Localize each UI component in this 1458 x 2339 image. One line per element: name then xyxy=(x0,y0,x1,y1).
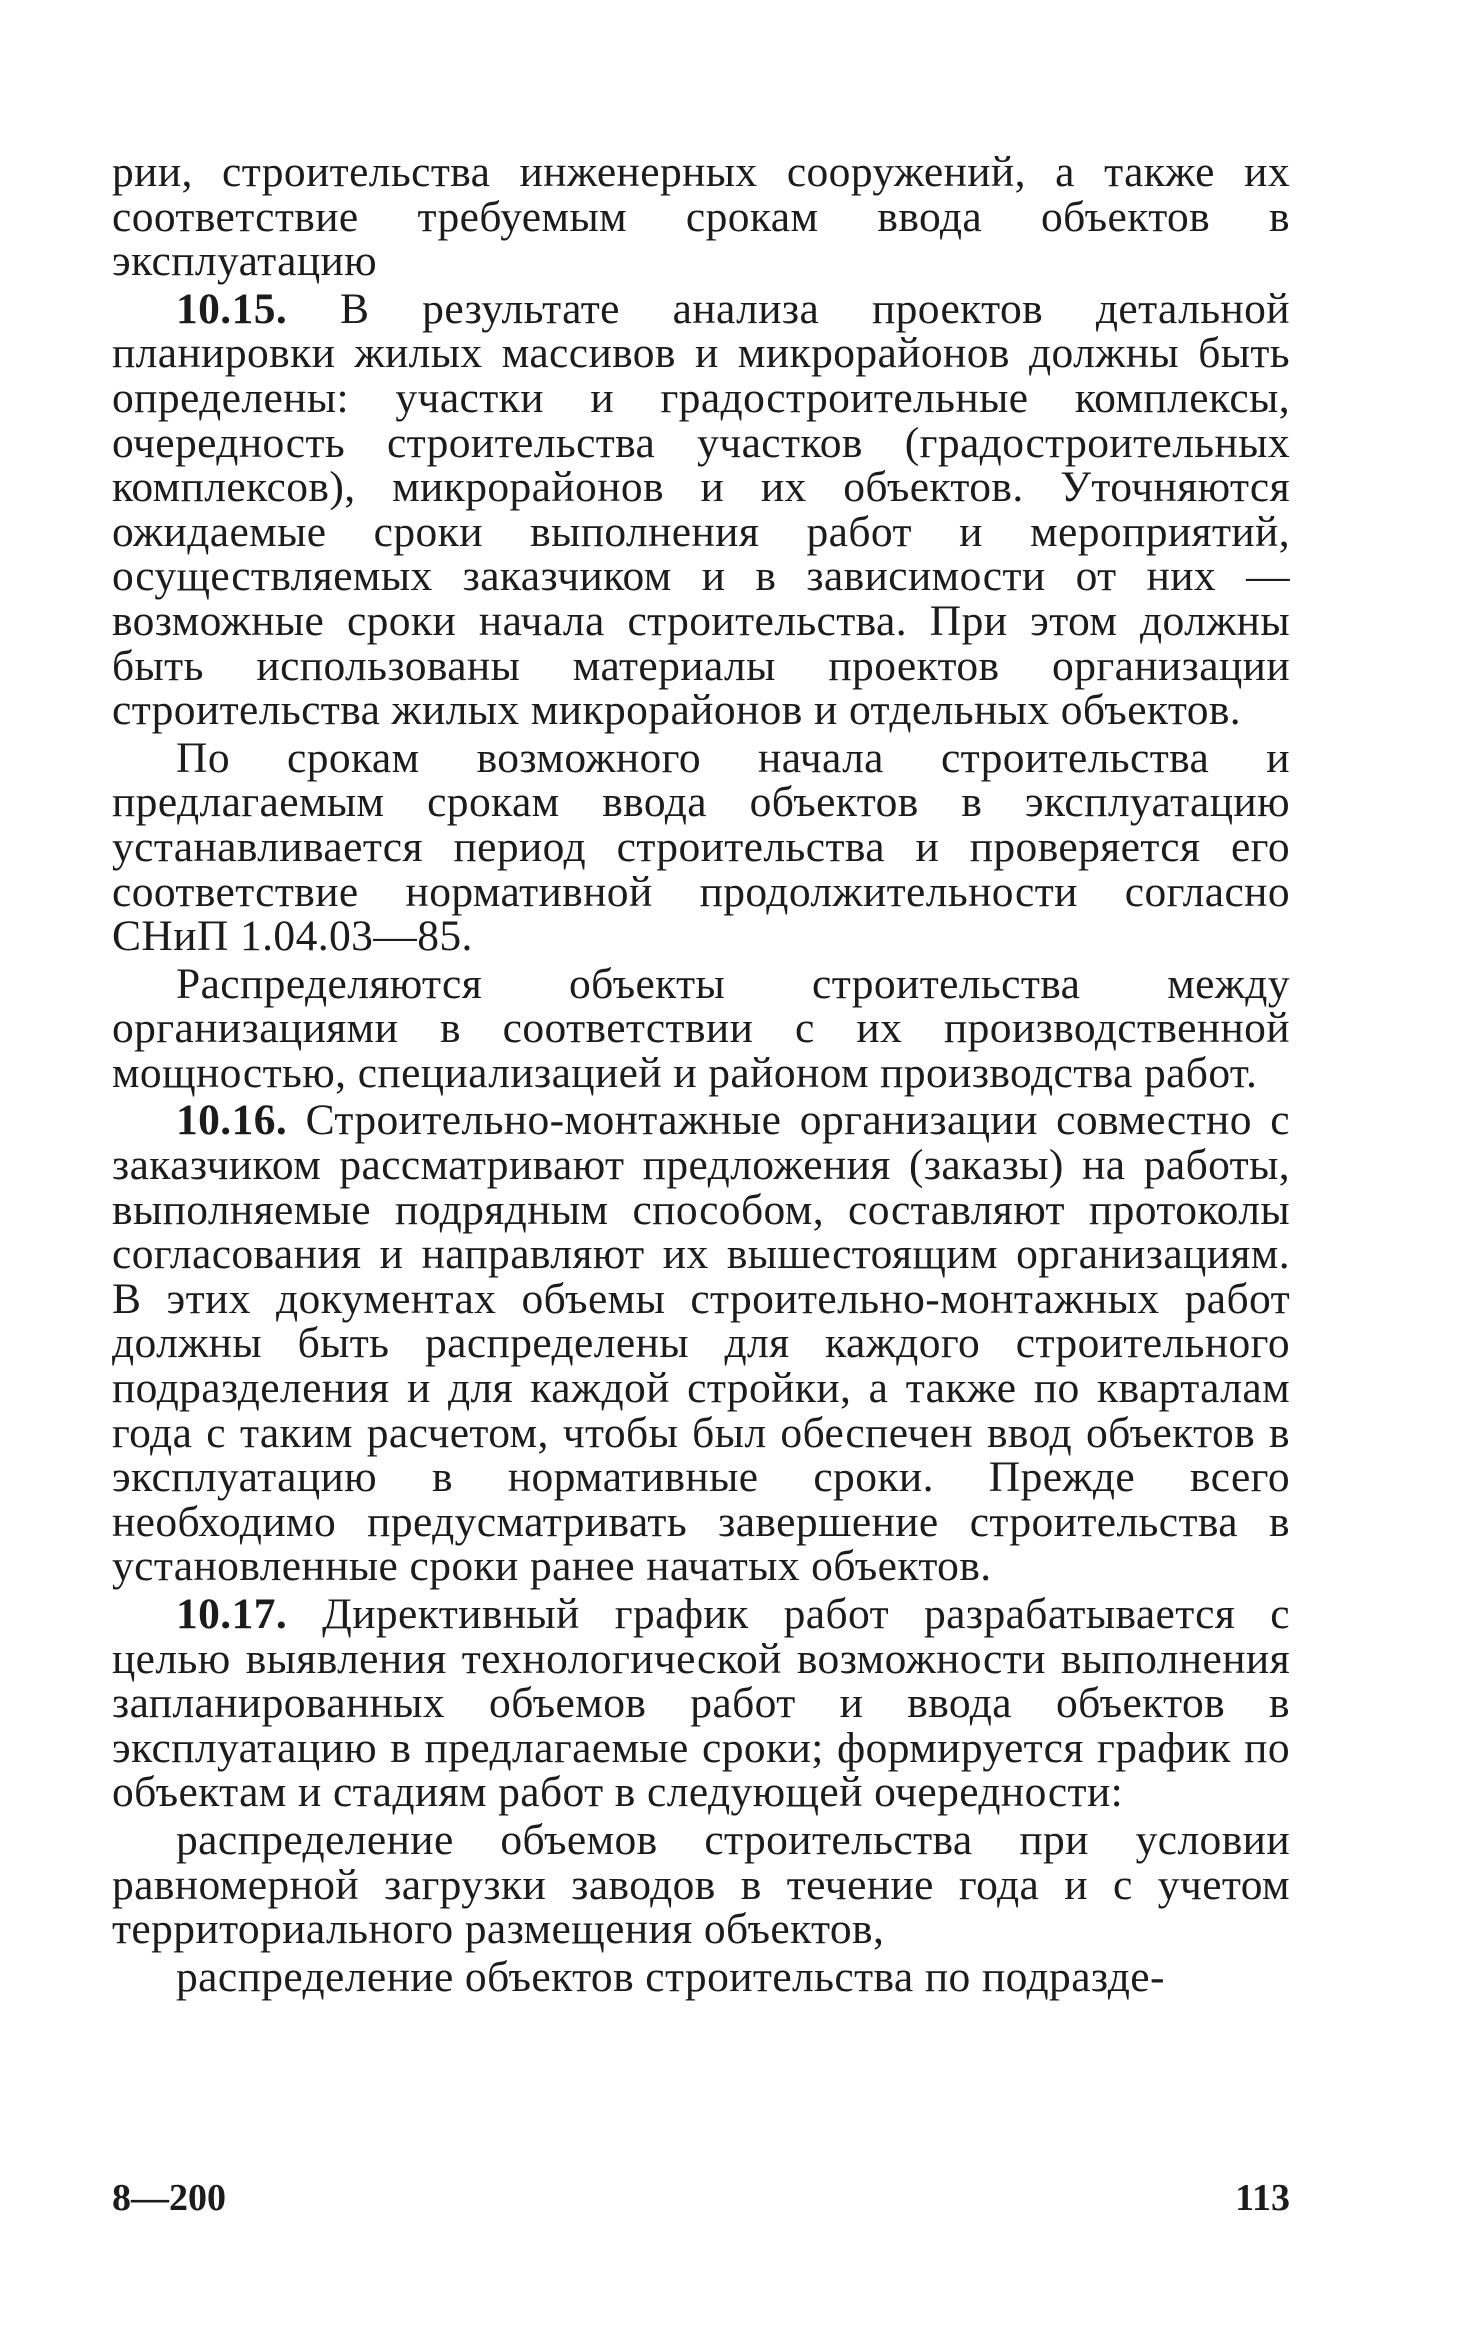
page-body xyxy=(112,150,1290,2002)
paragraph-object-distribution: Распределяются объекты строительства между организациями в соответствии с их производственной мощностью, специализацией и районом производства работ. xyxy=(112,959,1290,1097)
list-item-volume-distribution: распределение объемов строительства при условии равномерной загрузки заводов в течение года и с учетом территориального размещения объектов, xyxy=(112,1815,1290,1954)
section-text: В результате анализа проектов детальной планировки жилых массивов и микрорайонов должны быть определены: участки и градостроительные комплексы, очередность строительства участков (градостроительных комплексов), микрорайонов и их объектов. Уточняются ожидаемые сроки выполнения работ и мероприятий, осуществляемых заказчиком и в зависимости от них — возможные сроки начала строительства. При этом должны быть использованы материалы проектов организации строительства жилых микрорайонов и отдельных объектов. xyxy=(112,284,1290,735)
continuation-paragraph: рии, строительства инженерных сооружений, а также их соответствие требуемым срокам ввода объектов в эксплуатацию xyxy=(112,148,1290,286)
section-10-16 xyxy=(112,1098,1290,1589)
paragraph-construction-period: По срокам возможного начала строительства и предлагаемым срокам ввода объектов в эксплуатацию устанавливается период строительства и проверяется его соответствие нормативной продолжительности согласно СНиП 1.04.03—85. xyxy=(112,733,1290,961)
page-number: 113 xyxy=(1235,2177,1290,2219)
section-number: 10.16. xyxy=(176,1096,288,1145)
section-10-15 xyxy=(112,284,1290,735)
section-text: Директивный график работ разрабатывается с целью выявления технологической возможности выполнения запланированных объемов работ и ввода объектов в эксплуатацию в предлагаемые сроки; формируется график по объектам и стадиям работ в следующей очередности: xyxy=(112,1590,1290,1817)
list-item-object-distribution: распределение объектов строительства по подразде- xyxy=(176,1952,1165,2001)
printer-signature: 8—200 xyxy=(112,2177,226,2219)
section-text: Строительно-монтажные организации совместно с заказчиком рассматривают предложения (заказы) на работы, выполняемые подрядным способом, составляют протоколы согласования и направляют их вышестоящим организациям. В этих документах объемы строительно-монтажных работ должны быть распределены для каждого строительного подразделения и для каждой стройки, а также по кварталам года с таким расчетом, чтобы был обеспечен ввод объектов в эксплуатацию в нормативные сроки. Прежде всего необходимо предусматривать завершение строительства в установленные сроки ранее начатых объектов. xyxy=(112,1096,1290,1591)
section-number: 10.15. xyxy=(176,284,288,333)
section-10-17 xyxy=(112,1592,1290,1815)
section-number: 10.17. xyxy=(176,1590,288,1638)
